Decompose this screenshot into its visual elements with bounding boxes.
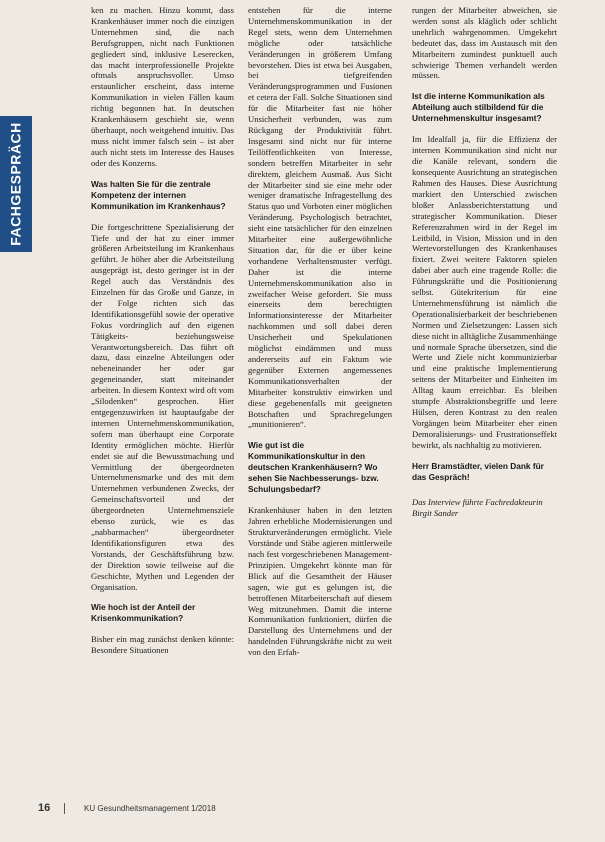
section-tab-label: FACHGESPRÄCH (8, 122, 24, 246)
article-paragraph: Krankenhäuser haben in den letzten Jahren erhebliche Modernisierungen und Strukturveränderungen ermöglicht. Viele Vorstände und Stäbe agieren mittlerweile nach fest vorgeschriebenen Management-Prinzipien. Umgekehrt könnte man für Blick auf die Gesamtheit der Häuser sagen, wie gut es gelungen ist, die betroffenen Mitarbeiterschaft auf diesem Weg mitzunehmen. Damit die interne Kommunikation funktioniert, dürfen die Darstellung des Unternehmens und der handelnden Führungskräfte nicht zu weit von den Erfah- (248, 505, 392, 658)
page-footer (0, 802, 605, 822)
article-question: Was halten Sie für die zentrale Kompetenz der internen Kommunikation im Krankenhaus? (91, 178, 226, 211)
article-paragraph: rungen der Mitarbeiter abweichen, sie werden sonst als kläglich oder schlicht unehrlich wahrgenommen. Umgekehrt bedeutet das, dass im Austausch mit den Mitarbeitern zumindest punktuell auch schwierige Themen verhandelt werden müssen. (412, 5, 557, 81)
article-paragraph: Im Idealfall ja, für die Effizienz der internen Kommunikation sind nicht nur die Kanäle relevant, sondern die konsequente Ausrichtung an strategischen Rahmen des Hauses. Diese Ausrichtung markiert den Unterschied zwischen bloßer Anlassberichterstattung und strategischer Kommunikation. Dieser Referenzrahmen wird in der Regel im Leitbild, in Vision, Mission und in den Wertevorstellungen des Krankenhauses fixiert. Zwei weitere Faktoren spielen dabei aber auch eine tragende Rolle: die Führungskräfte und die Positionierung selbst. Gütekriterium für eine Unternehmensführung ist nämlich die Operationalisierbarkeit der beschriebenen Normen und Zielsetzungen: Lassen sich diese nicht in alltägliche Zusammenhänge und normale Sprache übersetzen, sind die Werte und Ziele nicht kommunizierbar und eine praktische Implementierung seitens der Mitarbeiter und Einheiten im Alltag kaum erreichbar. Es bleiben stumpfe Abstraktionsbegriffe und leere Hülsen, deren Kontrast zu den realen Vorgängen beim Mitarbeiter eher einen Demoralisierungs- und Frustrationseffekt bewirkt, als nachhaltig zu motivieren. (412, 134, 557, 450)
article-paragraph: Bisher ein mag zunächst denken könnte: Besondere Situationen (91, 634, 234, 656)
article-question: Ist die interne Kommunikation als Abteilung auch stilbildend für die Unternehmenskultur insgesamt? (412, 91, 545, 124)
article-paragraph: ken zu machen. Hinzu kommt, dass Krankenhäuser immer noch die einzigen Unternehmen sind, die nach Berufsgruppen, nicht nach Funktionen gegliedert sind, inklusive Leserecken, das macht interprofessionelle Projekte oftmals anspruchsvoller. Umso erstaunlicher erscheint, dass interne Kommunikation in vielen Fällen kaum richtig begonnen hat. In deutschen Krankenhäusern geschieht sie, wenn überhaupt, noch weitgehend intuitiv. Das muss nicht immer falsch sein – ist aber auch nicht stets im Interesse des Hauses oder des Konzerns. (91, 5, 234, 168)
journal-reference: KU Gesundheitsmanagement 1/2018 (84, 804, 216, 813)
page-number: 16 (38, 802, 51, 814)
text-column-2 (248, 5, 392, 773)
article-question: Herr Bramstädter, vielen Dank für das Gespräch! (412, 460, 544, 482)
footer-divider (64, 803, 65, 814)
text-column-1 (91, 5, 234, 773)
article-question: Wie hoch ist der Anteil der Krisenkommunikation? (91, 602, 196, 624)
article-paragraph: Die fortgeschrittene Spezialisierung der Tiefe und der hat zu einer immer größeren Arbeitsteilung im Krankenhaus geführt. Je höher aber die Arbeitsteilung ausgeprägt ist, desto geringer ist in der Regel auch das Verständnis des Einzelnen für das Große und Ganze, in der Folge richten sich das Identifikationsgefühl sowie der operative Fokus vordringlich auf den eigenen Tätigkeits- beziehungsweise Verantwortungsbereich. Das führt oft dazu, dass einzelne Abteilungen oder nebeneinander her oder gar gegeneinander, statt miteinander arbeiten. In diesem Kontext wird oft vom „Silodenken“ gesprochen. Hier entgegenzuwirken ist hauptaufgabe der internen Unternehmenskommunikation, sofern man überhaupt eine Corporate Identity ermöglichen möchte. Hierfür endet sie auf die Bewusstmachung und Vermittlung der übergeordneten Unternehmensmarke und des mit dem Unternehmen verbundenen Zwecks, der Gemeinschaftsvorteil und der übergeordneten Unternehmensziele ebenso zurück, wie es das „nabbarmachen“ übergeordneter Identifikationsfiguren etwa des Vorstands, der Geschäftsführung bzw. der Direktion sowie teilweise auf die Geschichte, Mythen und Legenden der Organisation. (91, 221, 234, 592)
article-credit: Das Interview führte Fachredakteurin Birgit Sander (412, 496, 543, 518)
text-column-3 (412, 5, 557, 773)
article-question: Wie gut ist die Kommunikationskultur in den deutschen Krankenhäusern? Wo sehen Sie Nachbesserungs- bzw. Schulungsbedarf? (248, 440, 379, 495)
article-paragraph: entstehen für die interne Unternehmenskommunikation in der Regel stets, wenn dem Unternehmen mögliche oder tatsächliche Veränderungen in größerem Umfang bevorstehen. Dies ist etwa bei Ausgaben, bei tiefgreifenden Veränderungsprogrammen und Fusionen et cetera der Fall. Solche Situationen sind für die Mitarbeiter fast nie höher Unsicherheit verbunden, was zum Rückgang der Produktivität führt. Insgesamt sind nicht nur für interne Teilöffentlichkeiten von Interesse, sondern betreffen Mitarbeiter in sehr direktem, gleichem Ausmaß. Aus Sicht der Mitarbeiter sind sie eine mehr oder weniger dramatische Infragestellung des Status quo und Vorboten einer möglichen Veränderung. Psychologisch betrachtet, sieht eine tatsächlicher für den einzelnen Mitarbeiter eine außergewöhnliche Situation dar, für die er über keine vorhandene Verhaltensmuster verfügt. Daher ist die interne Unternehmenskommunikation also in zweifacher Weise gefordert. Sie muss einerseits dem berechtigten Informationsinteresse der Mitarbeiter nachkommen und soll dabei deren Unsicherheit und Spekulationen möglichst eindämmen und muss andererseits auf ein Faktum wie gegenüber Externen angemessenes Kommunikationsverhalten der Mitarbeiter konstruktiv einwirken und diese gegebenenfalls mit geeigneten Botschaften und Sprachregelungen „munitionieren“. (248, 5, 392, 430)
section-tab (0, 116, 32, 252)
